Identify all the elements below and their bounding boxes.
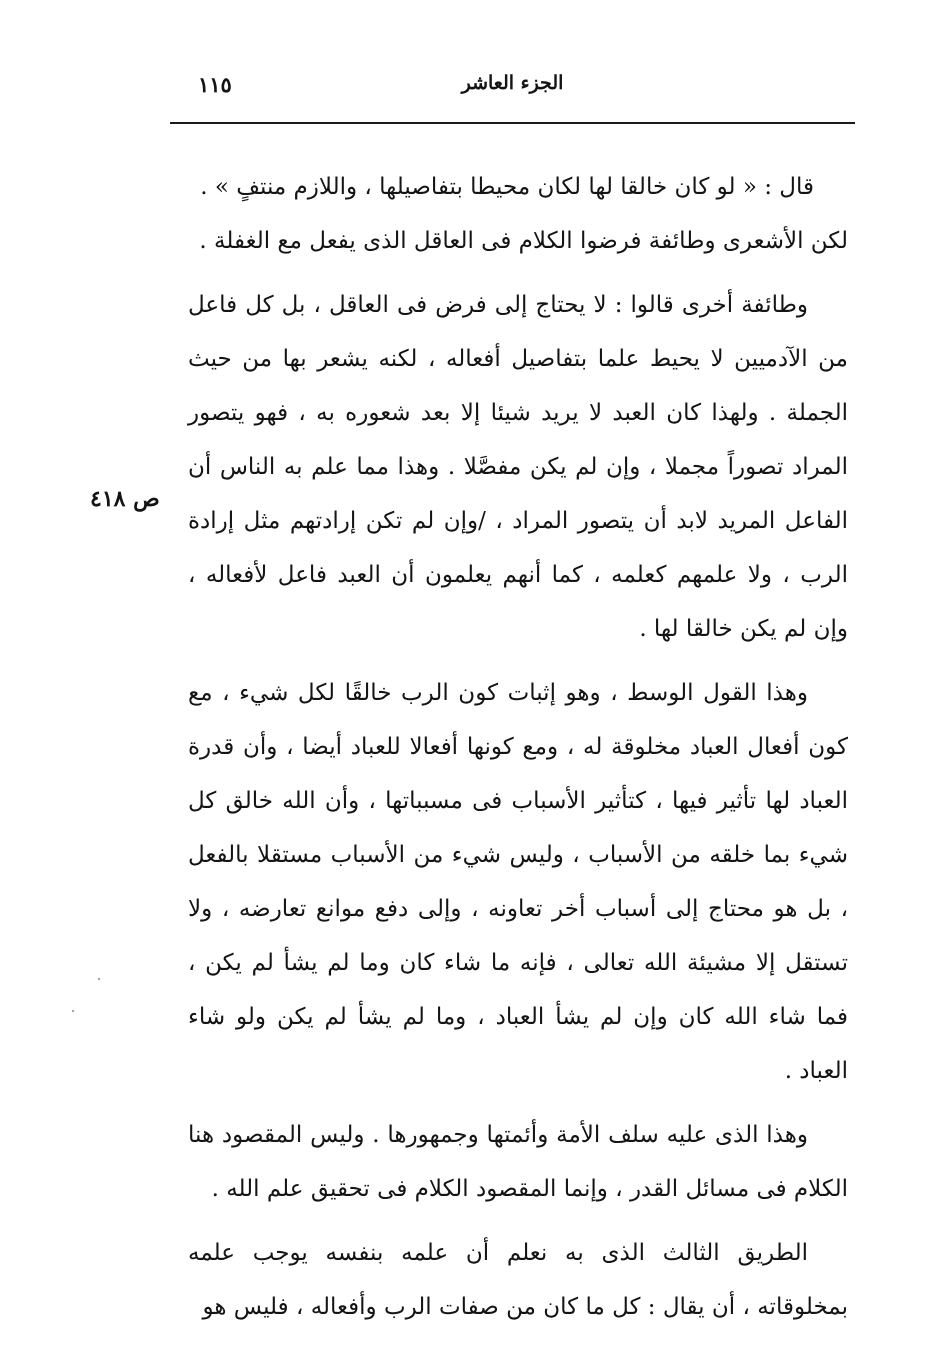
paragraph-5: وهذا الذى عليه سلف الأمة وأئمتها وجمهورها . وليس المقصود هنا الكلام فى مسائل القدر ، وإنما المقصود الكلام فى تحقيق علم الله . xyxy=(188,1122,848,1202)
body-text xyxy=(188,160,848,1344)
paragraph-3: وطائفة أخرى قالوا : لا يحتاج إلى فرض فى العاقل ، بل كل فاعل من الآدميين لا يحيط علما بتفاصيل أفعاله ، لكنه يشعر بها من حيث الجملة . ولهذا كان العبد لا يريد شيئا إلا بعد شعوره به ، فهو يتصور المراد تصوراً مجملا ، وإن لم يكن مفصَّلا . وهذا مما علم به الناس أن الفاعل المريد لابد أن يتصور المراد ، /وإن لم تكن إرادتهم مثل إرادة الرب ، ولا علمهم كعلمه ، كما أنهم يعلمون أن العبد فاعل لأفعاله ، وإن لم يكن خالقا لها . xyxy=(188,292,848,642)
margin-page-reference: ص ٤١٨ xyxy=(90,486,160,512)
paragraph-4: وهذا القول الوسط ، وهو إثبات كون الرب خالقًا لكل شيء ، مع كون أفعال العباد مخلوقة له ، ومع كونها أفعالا للعباد أيضا ، وأن قدرة العباد لها تأثير فيها ، كتأثير الأسباب فى مسبباتها ، وأن الله خالق كل شيء بما خلقه من الأسباب ، وليس شيء من الأسباب مستقلا بالفعل ، بل هو محتاج إلى أسباب أخر تعاونه ، وإلى دفع موانع تعارضه ، ولا تستقل إلا مشيئة الله تعالى ، فإنه ما شاء كان وما لم يشأ لم يكن ، فما شاء الله كان وإن لم يشأ العباد ، وما لم يشأ لم يكن ولو شاء العباد . xyxy=(188,680,848,1084)
paragraph-6: الطريق الثالث الذى به نعلم أن علمه بنفسه يوجب علمه بمخلوقاته ، أن يقال : كل ما كان من صفات الرب وأفعاله ، فليس هو xyxy=(188,1240,848,1320)
running-title: الجزء العاشر xyxy=(461,72,564,94)
header-rule xyxy=(170,122,855,124)
ink-speck xyxy=(72,1010,74,1012)
paragraph-1: قال : « لو كان خالقا لها لكان محيطا بتفاصيلها ، واللازم منتفٍ » . xyxy=(200,174,814,200)
page-header xyxy=(170,72,855,112)
paragraph-2: لكن الأشعرى وطائفة فرضوا الكلام فى العاقل الذى يفعل مع الغفلة . xyxy=(199,228,848,254)
page-number: ١١٥ xyxy=(198,72,232,97)
ink-speck xyxy=(98,978,100,980)
